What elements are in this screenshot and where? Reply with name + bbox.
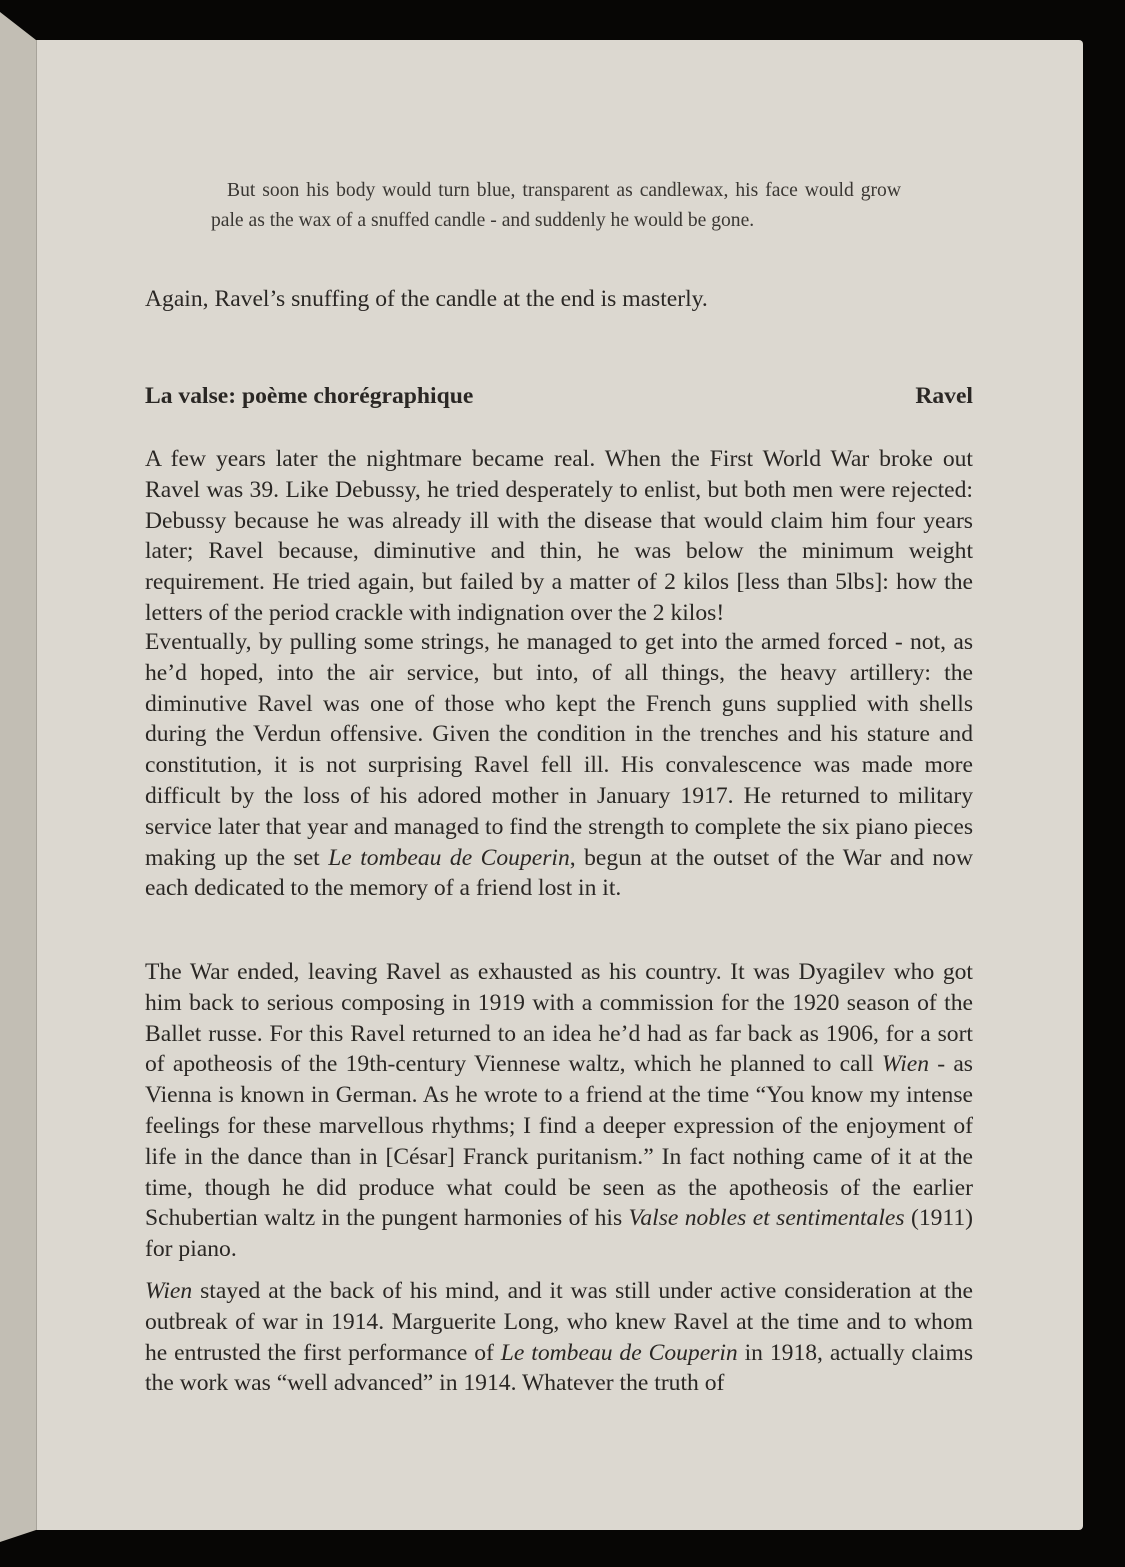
text-run: Eventually, by pulling some strings, he managed to get into the armed forced - not, as he’d hoped, into the air service, but into, of all things, the heavy artillery: the diminutive Ravel was one of those who kept the French guns supplied with shells during the Verdun offensive. Given the condition in the trenches and his stature and constitution, it is not surprising Ravel fell ill. His convalescence was made more difficult by the loss of his adored mother in January 1917. He returned to military service later that year and managed to find the strength to complete the six piano pieces making up the set xyxy=(145,629,973,871)
work-title: Wien xyxy=(145,1278,193,1304)
work-title: Wien xyxy=(881,1051,930,1078)
text-run: - as Vienna is known in German. As he wrote to a friend at the time “You know my intense feelings for these marvellous rhythms; I find a deeper expression of the enjoyment of life in the dance than in [César] Franck puritanism.” In fact nothing came of it at the time, though he did produce what could be seen as the apotheosis of the earlier Schubertian waltz in the pungent harmonies of his xyxy=(145,1051,973,1232)
section-composer: Ravel xyxy=(915,383,973,409)
paragraph xyxy=(145,957,973,1265)
work-title: Le tombeau de Couperin xyxy=(328,844,570,871)
paragraph: Again, Ravel’s snuffing of the candle at the end is masterly. xyxy=(145,286,708,312)
text-run: stayed at the back of his mind, and it was still under active consideration at the outbreak of war in 1914. Marguerite Long, who knew Ravel at the time and to whom he entrusted the first performance of xyxy=(145,1278,973,1366)
text-run: , begun at the outset of the War and now each dedicated to the memory of a friend lost in it. xyxy=(145,844,974,902)
document-page xyxy=(36,40,1083,1530)
text-run: (1911) for piano. xyxy=(145,1205,973,1263)
work-title: Le tombeau de Couperin xyxy=(500,1339,738,1366)
text-run: in 1918, actually claims the work was “well advanced” in 1914. Whatever the truth of xyxy=(145,1339,974,1397)
section-heading xyxy=(145,380,973,412)
paragraph: A few years later the nightmare became real. When the First World War broke out Ravel was 39. Like Debussy, he tried desperately to enlist, but both men were rejected: Debussy because he was already ill with the disease that would claim him four years later; Ravel because, diminutive and thin, he was below the minimum weight requirement. He tried again, but failed by a matter of 2 kilos [less than 5lbs]: how the letters of the period crackle with indignation over the 2 kilos! xyxy=(145,446,973,626)
text-run: The War ended, leaving Ravel as exhausted as his country. It was Dyagilev who got him back to serious composing in 1919 with a commission for the 1920 season of the Ballet russe. For this Ravel returned to an idea he’d had as far back as 1906, for a sort of apotheosis of the 19th-century Viennese waltz, which he planned to call xyxy=(145,959,973,1078)
paragraph xyxy=(145,627,973,904)
paragraph xyxy=(145,1276,973,1399)
section-title: La valse: poème chorégraphique xyxy=(145,383,474,409)
facing-page-edge xyxy=(0,12,36,1542)
work-title: Valse nobles et sentimentales xyxy=(628,1205,905,1232)
block-quote: But soon his body would turn blue, transparent as candlewax, his face would grow pale as the wax of a snuffed candle - and suddenly he would be gone. xyxy=(211,180,901,231)
